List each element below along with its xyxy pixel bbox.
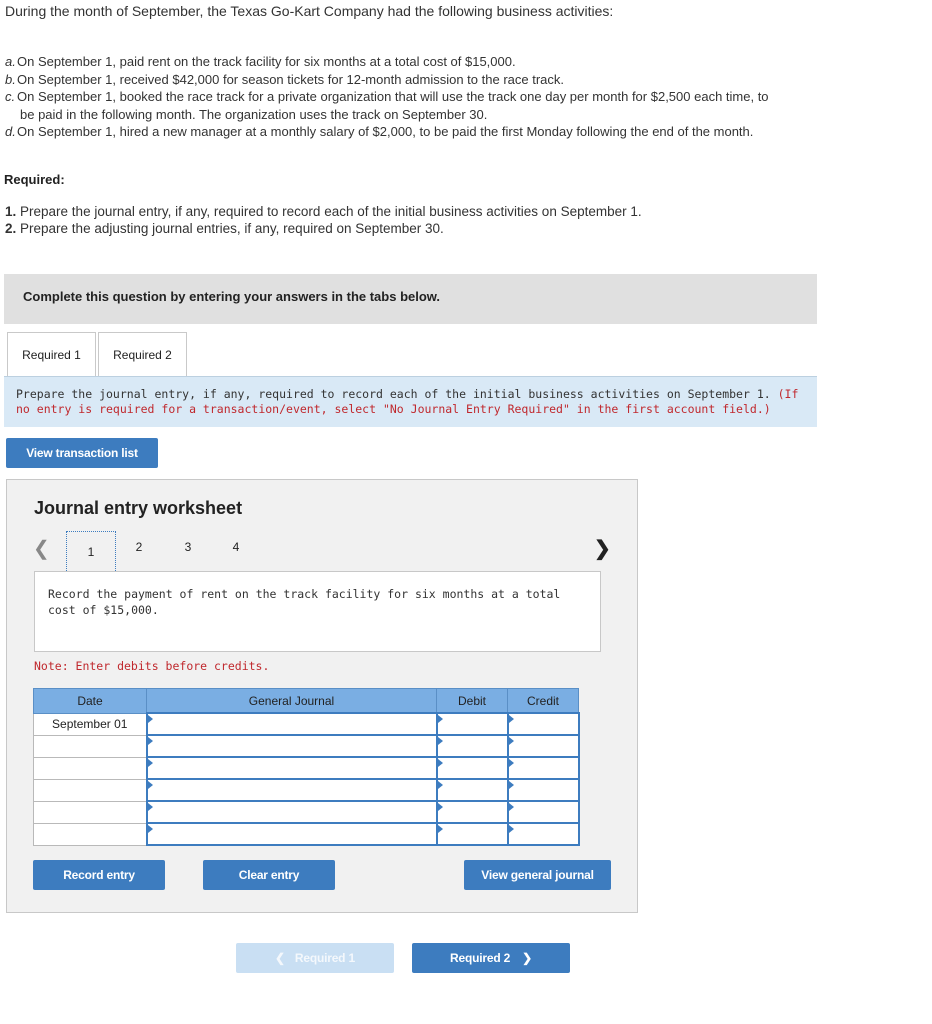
- tab-required-2[interactable]: Required 2: [98, 332, 187, 376]
- activity-label: d.: [5, 124, 16, 139]
- account-input[interactable]: [147, 735, 437, 757]
- clear-entry-button[interactable]: Clear entry: [203, 860, 335, 890]
- next-required-2-button[interactable]: [412, 943, 570, 973]
- account-input[interactable]: [147, 779, 437, 801]
- activity-d: [5, 123, 910, 141]
- view-transaction-list-button[interactable]: View transaction list: [6, 438, 158, 468]
- view-general-journal-button[interactable]: View general journal: [464, 860, 611, 890]
- table-row: [34, 735, 579, 757]
- required-list: [5, 203, 642, 237]
- chevron-left-icon[interactable]: ❮: [33, 538, 50, 560]
- activities-list: [5, 53, 910, 141]
- tab-required-1[interactable]: Required 1: [7, 332, 96, 376]
- worksheet-page-2[interactable]: 2: [135, 540, 143, 554]
- activity-text: On September 1, hired a new manager at a monthly salary of $2,000, to be paid the first Monday following the end of the month.: [17, 124, 754, 139]
- debits-note: Note: Enter debits before credits.: [34, 659, 270, 673]
- table-row: [34, 779, 579, 801]
- table-row: [34, 823, 579, 845]
- required-item-1: [5, 203, 642, 220]
- chevron-left-icon: ❮: [275, 951, 285, 965]
- debit-input[interactable]: [437, 735, 508, 757]
- instruction-text: Prepare the journal entry, if any, required to record each of the initial business activities on September 1.: [16, 387, 771, 401]
- date-cell[interactable]: September 01: [34, 713, 147, 735]
- activity-label: a.: [5, 54, 16, 69]
- journal-table: [33, 688, 580, 846]
- activity-c: [5, 88, 910, 106]
- required-num: 1.: [5, 204, 17, 219]
- instructions-banner: [4, 274, 817, 324]
- date-cell[interactable]: [34, 823, 147, 845]
- account-input[interactable]: [147, 757, 437, 779]
- column-header-general-journal: General Journal: [147, 689, 437, 714]
- activity-b: [5, 71, 910, 89]
- banner-text: Complete this question by entering your answers in the tabs below.: [23, 289, 441, 304]
- credit-input[interactable]: [508, 801, 579, 823]
- account-input[interactable]: [147, 823, 437, 845]
- transaction-description: Record the payment of rent on the track facility for six months at a total cost of $15,000.: [34, 571, 601, 652]
- column-header-date: Date: [34, 689, 147, 714]
- table-row: [34, 713, 579, 735]
- debit-input[interactable]: [437, 823, 508, 845]
- date-cell[interactable]: [34, 779, 147, 801]
- worksheet-page-3[interactable]: 3: [184, 540, 192, 554]
- table-row: [34, 757, 579, 779]
- column-header-credit: Credit: [508, 689, 579, 714]
- debit-input[interactable]: [437, 779, 508, 801]
- debit-input[interactable]: [437, 757, 508, 779]
- required-text: Prepare the journal entry, if any, required to record each of the initial business activities on September 1.: [20, 204, 642, 219]
- problem-intro: During the month of September, the Texas Go-Kart Company had the following business activities:: [5, 3, 614, 19]
- prev-required-1-button[interactable]: [236, 943, 394, 973]
- date-cell[interactable]: [34, 757, 147, 779]
- prev-button-label: Required 1: [294, 951, 355, 965]
- worksheet-page-1[interactable]: 1: [66, 531, 116, 573]
- activity-label: c.: [5, 89, 16, 104]
- credit-input[interactable]: [508, 823, 579, 845]
- record-entry-button[interactable]: Record entry: [33, 860, 165, 890]
- credit-input[interactable]: [508, 735, 579, 757]
- required-num: 2.: [5, 221, 17, 236]
- required-text: Prepare the adjusting journal entries, if any, required on September 30.: [20, 221, 444, 236]
- activity-text: On September 1, booked the race track for a private organization that will use the track one day per month for $2,500 each time, to: [17, 89, 769, 104]
- instruction-hint: (If no entry is required for a transaction/event, select "No Journal Entry Required" in the first account field.): [16, 387, 799, 416]
- chevron-right-icon: ❯: [522, 951, 532, 965]
- required-heading: Required:: [4, 172, 65, 187]
- date-cell[interactable]: [34, 735, 147, 757]
- credit-input[interactable]: [508, 779, 579, 801]
- activity-text: On September 1, paid rent on the track facility for six months at a total cost of $15,000.: [17, 54, 516, 69]
- required-item-2: [5, 220, 642, 237]
- debit-input[interactable]: [437, 801, 508, 823]
- table-row: [34, 801, 579, 823]
- tab-instruction: [4, 377, 817, 427]
- activity-text: On September 1, received $42,000 for season tickets for 12-month admission to the race track.: [17, 71, 565, 87]
- activity-a: [5, 53, 910, 71]
- date-cell[interactable]: [34, 801, 147, 823]
- activity-c-continuation: be paid in the following month. The organization uses the track on September 30.: [20, 106, 488, 122]
- account-input[interactable]: [147, 713, 437, 735]
- next-button-label: Required 2: [450, 951, 511, 965]
- worksheet-page-4[interactable]: 4: [232, 540, 240, 554]
- activity-label: b.: [5, 71, 16, 87]
- account-input[interactable]: [147, 801, 437, 823]
- credit-input[interactable]: [508, 757, 579, 779]
- debit-input[interactable]: [437, 713, 508, 735]
- chevron-right-icon[interactable]: ❯: [594, 538, 611, 560]
- worksheet-title: Journal entry worksheet: [34, 498, 243, 518]
- credit-input[interactable]: [508, 713, 579, 735]
- column-header-debit: Debit: [437, 689, 508, 714]
- journal-header-row: [34, 689, 579, 714]
